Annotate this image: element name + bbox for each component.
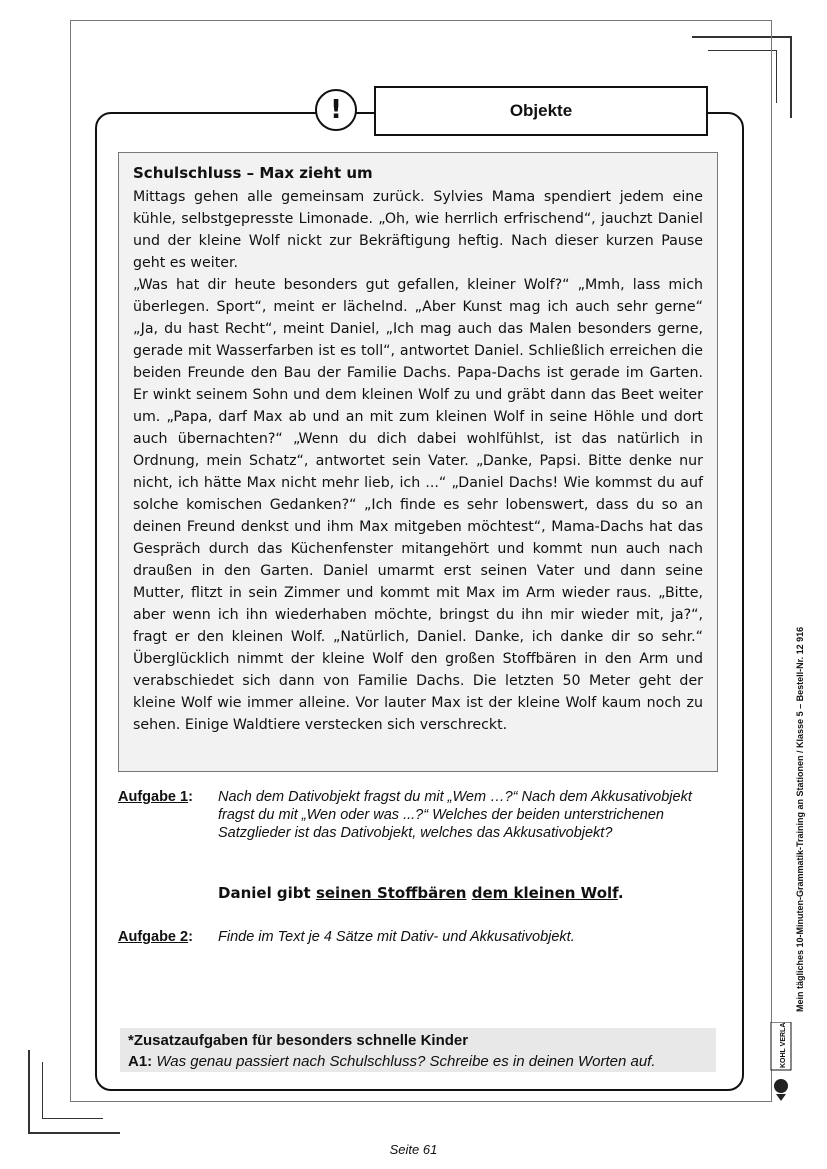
task-1-example-sentence: Daniel gibt seinen Stoffbären dem kleinen Wolf.	[218, 884, 624, 902]
page-number: Seite 61	[389, 1142, 438, 1157]
task-1-label: Aufgabe 1:	[118, 789, 193, 805]
story-box	[118, 152, 718, 772]
task-2-text: Finde im Text je 4 Sätze mit Dativ- und Akkusativobjekt.	[218, 929, 575, 945]
story-title: Schulschluss – Max zieht um	[133, 164, 373, 182]
extra-tasks-heading: *Zusatzaufgaben für besonders schnelle Kinder	[128, 1032, 469, 1049]
exclamation-icon: !	[315, 89, 357, 131]
task-2	[118, 928, 718, 948]
publisher-logo-icon	[770, 1022, 792, 1102]
extra-tasks-box	[120, 1028, 716, 1072]
svg-text:KOHL VERLAG: KOHL VERLAG	[780, 1022, 787, 1068]
task-1	[118, 788, 718, 868]
publisher-logo	[770, 1022, 792, 1102]
page-title: Objekte	[374, 86, 708, 136]
task-2-label: Aufgabe 2:	[118, 929, 193, 945]
extra-task-a1: A1: Was genau passiert nach Schulschluss? Schreibe es in deinen Worten auf.	[128, 1053, 656, 1070]
side-publication-text: Mein tägliches 10-Minuten-Grammatik-Training an Stationen / Klasse 5 – Bestell-Nr. 12 916	[795, 626, 805, 1012]
underlined-object-1: seinen Stoffbären	[315, 884, 467, 902]
task-1-text: Nach dem Dativobjekt fragst du mit „Wem …?“ Nach dem Akkusativobjekt fragst du mit „Wen oder was ...?“ Welches der beiden unterstrichenen Satzglieder ist das Dativobjekt, welches das Akkusativobjekt?	[218, 789, 692, 841]
underlined-object-2: dem kleinen Wolf	[471, 884, 618, 902]
story-paragraph: „Was hat dir heute besonders gut gefallen, kleiner Wolf?“ „Mmh, lass mich überlegen. Sport“, meint er lächelnd. „Aber Kunst mag ich auch sehr gerne“ „Ja, du hast Recht“, meint Daniel, „Ich mag auch das Malen besonders gerne, gerade mit Wasserfarben ist es toll“, antwortet Daniel. Schließlich erreichen die beiden Freunde den Bau der Familie Dachs. Papa-Dachs ist gerade im Garten. Er winkt seinem Sohn und dem kleinen Wolf zu und gräbt dann das Beet weiter um. „Papa, darf Max ab und an mit zum kleinen Wolf in seine Höhle und dort auch übernachten?“ „Wenn du dich dabei wohlfühlst, ist das natürlich in Ordnung, mein Schatz“, antwortet sein Vater. „Danke, Papsi. Bitte denke nur nicht, ich hätte Max nicht mehr lieb, ich ...“ „Daniel Dachs! Wie kommst du auf solche komischen Gedanken?“ „Ich finde es sehr lobenswert, dass du so an deinen Freund denkst und ihm Max mitgeben möchtest“, Mama-Dachs hat das Gespräch durch das Küchenfenster mitangehört und kommt nun auch nach draußen in den Garten. Daniel umarmt erst seinen Vater und dann seine Mutter, flitzt in sein Zimmer und kommt mit Max im Arm wieder raus. „Bitte, aber wenn ich ihn wiederhaben möchte, bringst du ihn mir wieder mit, ja?“, fragt er den kleinen Wolf. „Natürlich, Daniel. Danke, ich danke dir so sehr.“ Überglücklich nimmt der kleine Wolf den großen Stoffbären in den Arm und verabschiedet sich dann von Familie Dachs. Die letzten 50 Meter geht der kleine Wolf wie immer alleine. Vor lauter Max ist der kleine Wolf kaum noch zu sehen. Einige Waldtiere verstecken sich verschreckt.	[133, 276, 703, 733]
story-paragraph: Mittags gehen alle gemeinsam zurück. Sylvies Mama spendiert jedem eine kühle, selbstgepresste Limonade. „Oh, wie herrlich erfrischend“, jauchzt Daniel und der kleine Wolf nickt zur Bekräftigung heftig. Nach dieser kurzen Pause geht es weiter.	[133, 188, 703, 271]
